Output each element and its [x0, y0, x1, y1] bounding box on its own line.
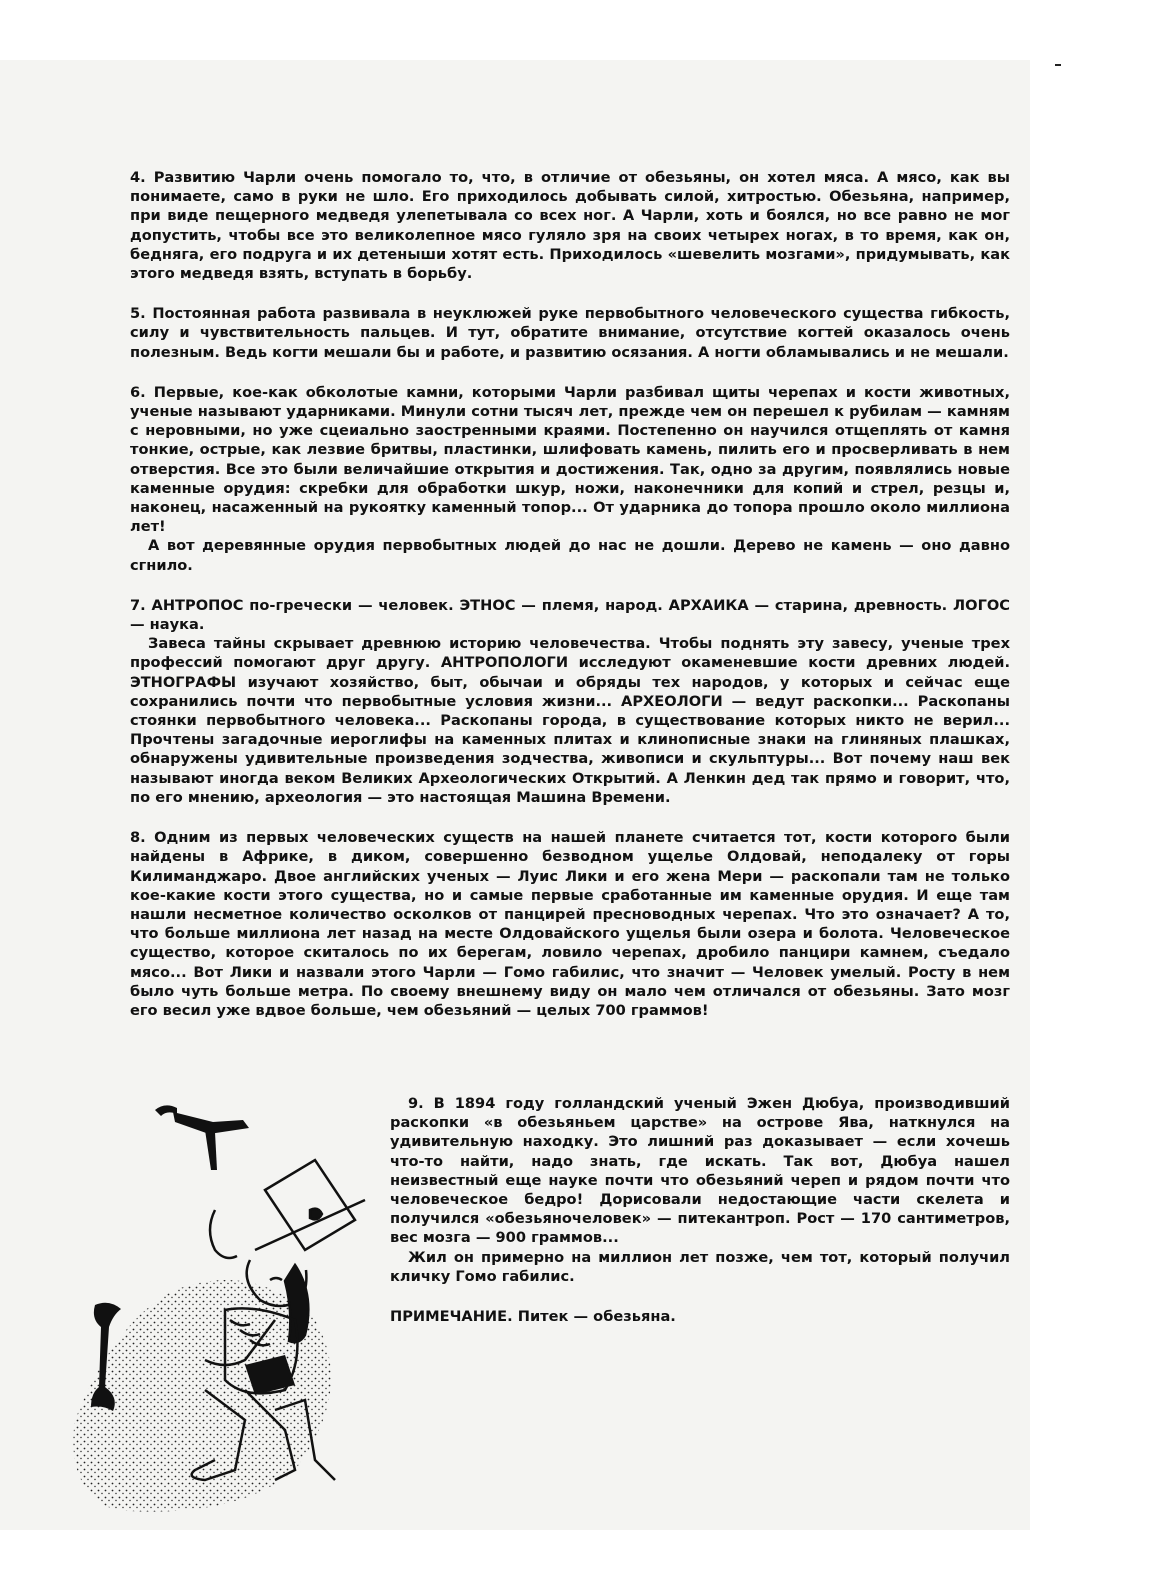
section-4 [130, 168, 1010, 283]
section-8 [130, 828, 1010, 1020]
section-number: 5. [130, 305, 146, 323]
section-text: В 1894 году голландский ученый Эжен Дюбуа, производивший раскопки «в обезьяньем царстве» на острове Ява, наткнулся на удивительную находку. Это лишний раз доказывает — если хочешь что-то найти, надо знать, где искать. Так вот, Дюбуа нашел неизвестный еще науке почти что обезьяний череп и рядом почти что человеческое бедро! Дорисовали недостающие части скелета и получился «обезьяночеловек» — питекантроп. Рост — 170 сантиметров, вес мозга — 900 граммов... [390, 1095, 1010, 1247]
section-9-continuation: Жил он примерно на миллион лет позже, чем тот, который получил кличку Гомо габилис. [390, 1248, 1010, 1285]
section-text: Одним из первых человеческих существ на нашей планете считается тот, кости которого были найдены в Африке, в диком, совершенно безводном ущелье Олдовай, неподалеку от горы Килиманджаро. Двое английских ученых — Луис Лики и его жена Мери — раскопали там не только кое-какие кости этого существа, но и самые первые сработанные им каменные орудия. И еще там нашли несметное количество осколков от панцирей пресноводных черепах. Что это означает? А то, что больше миллиона лет назад на месте Олдовайского ущелья были озера и болота. Человеческое существо, которое скиталось по их берегам, ловило черепах, дробило панцири камнем, съедало мясо... Вот Лики и назвали этого Чарли — Гомо габилис, что значит — Человек умелый. Росту в нем было чуть больше метра. По своему внешнему виду он мало чем отличался от обезьяны. Зато мозг его весил уже вдвое больше, чем обезьяний — целых 700 граммов! [130, 829, 1010, 1019]
section-number: 6. [130, 383, 146, 401]
section-text: Развитию Чарли очень помогало то, что, в отличие от обезьяны, он хотел мяса. А мясо, как вы понимаете, само в руки не шло. Его приходилось добывать силой, хитростью. Обезьяна, например, при виде пещерного медведя улепетывала со всех ног. А Чарли, хоть и боялся, но все равно не мог допустить, чтобы все это великолепное мясо гуляло зря на своих четырех ногах, в то время, как он, бедняга, его подруга и их детеныши хотят есть. Приходилось «шевелить мозгами», придумывать, как этого медведя взять, вступать в борьбу. [130, 169, 1010, 283]
section-9 [390, 1094, 1010, 1248]
section-text: Первые, кое-как обколотые камни, которыми Чарли разбивал щиты черепах и кости животных, ученые называют ударниками. Минули сотни тысяч лет, прежде чем он перешел к рубилам — камням с неровными, но уже сцеиально заостренными краями. Постепенно он научился отщеплять от камня тонкие, острые, как лезвие бритвы, пластинки, шлифовать камень, пилить его и просверливать в нем отверстия. Все это были величайшие открытия и достижения. Так, одно за другим, появлялись новые каменные орудия: скребки для обработки шкур, ножи, наконечники для копий и стрел, резцы и, наконец, насаженный на рукоятку каменный топор... От ударника до топора прошло около миллиона лет! [130, 383, 1010, 536]
section-number: 4. [130, 169, 146, 186]
section-number: 9. [408, 1095, 424, 1112]
section-6 [130, 383, 1010, 537]
section-text: Постоянная работа развивала в неуклюжей руке первобытного человеческого существа гибкость, силу и чувствительность пальцев. И тут, обратите внимание, отсутствие когтей оказалось очень полезным. Ведь когти мешали бы и работе, и развитию осязания. А ногти обламывались и не мешали. [130, 305, 1010, 361]
main-text-column [130, 168, 1010, 1020]
section-5 [130, 304, 1010, 362]
figure-hat [255, 1160, 365, 1250]
archaeologist-illustration [55, 1090, 375, 1520]
bone-fragment-top [155, 1105, 249, 1170]
section-7 [130, 596, 1010, 634]
corner-mark [1055, 64, 1061, 66]
section-text: АНТРОПОС по-гречески — человек. ЭТНОС — племя, народ. АРХАИКА — старина, древность. ЛОГОС — наука. [130, 596, 1010, 634]
side-text-column [390, 1094, 1010, 1326]
section-number: 7. [130, 596, 146, 614]
section-6-continuation: А вот деревянные орудия первобытных людей до нас не дошли. Дерево не камень — оно давно сгнило. [130, 537, 1010, 574]
section-number: 8. [130, 829, 146, 847]
section-7-continuation: Завеса тайны скрывает древнюю историю человечества. Чтобы поднять эту завесу, ученые трех профессий помогают друг другу. АНТРОПОЛОГИ исследуют окаменевшие кости древних людей. ЭТНОГРАФЫ изучают хозяйство, быт, обычаи и обряды тех народов, у которых и сейчас еще сохранились почти что первобытные условия жизни... АРХЕОЛОГИ — ведут раскопки... Раскопаны стоянки первобытного человека... Раскопаны города, в существование которых никто не верил... Прочтены загадочные иероглифы на каменных плитах и клинописные знаки на глиняных плашках, обнаружены удивительные произведения зодчества, живописи и скульптуры... Вот почему наш век называют иногда веком Великих Археологических Открытий. А Ленкин дед так прямо и говорит, что, по его мнению, археология — это настоящая Машина Времени. [130, 635, 1010, 806]
note: ПРИМЕЧАНИЕ. Питек — обезьяна. [390, 1308, 676, 1326]
